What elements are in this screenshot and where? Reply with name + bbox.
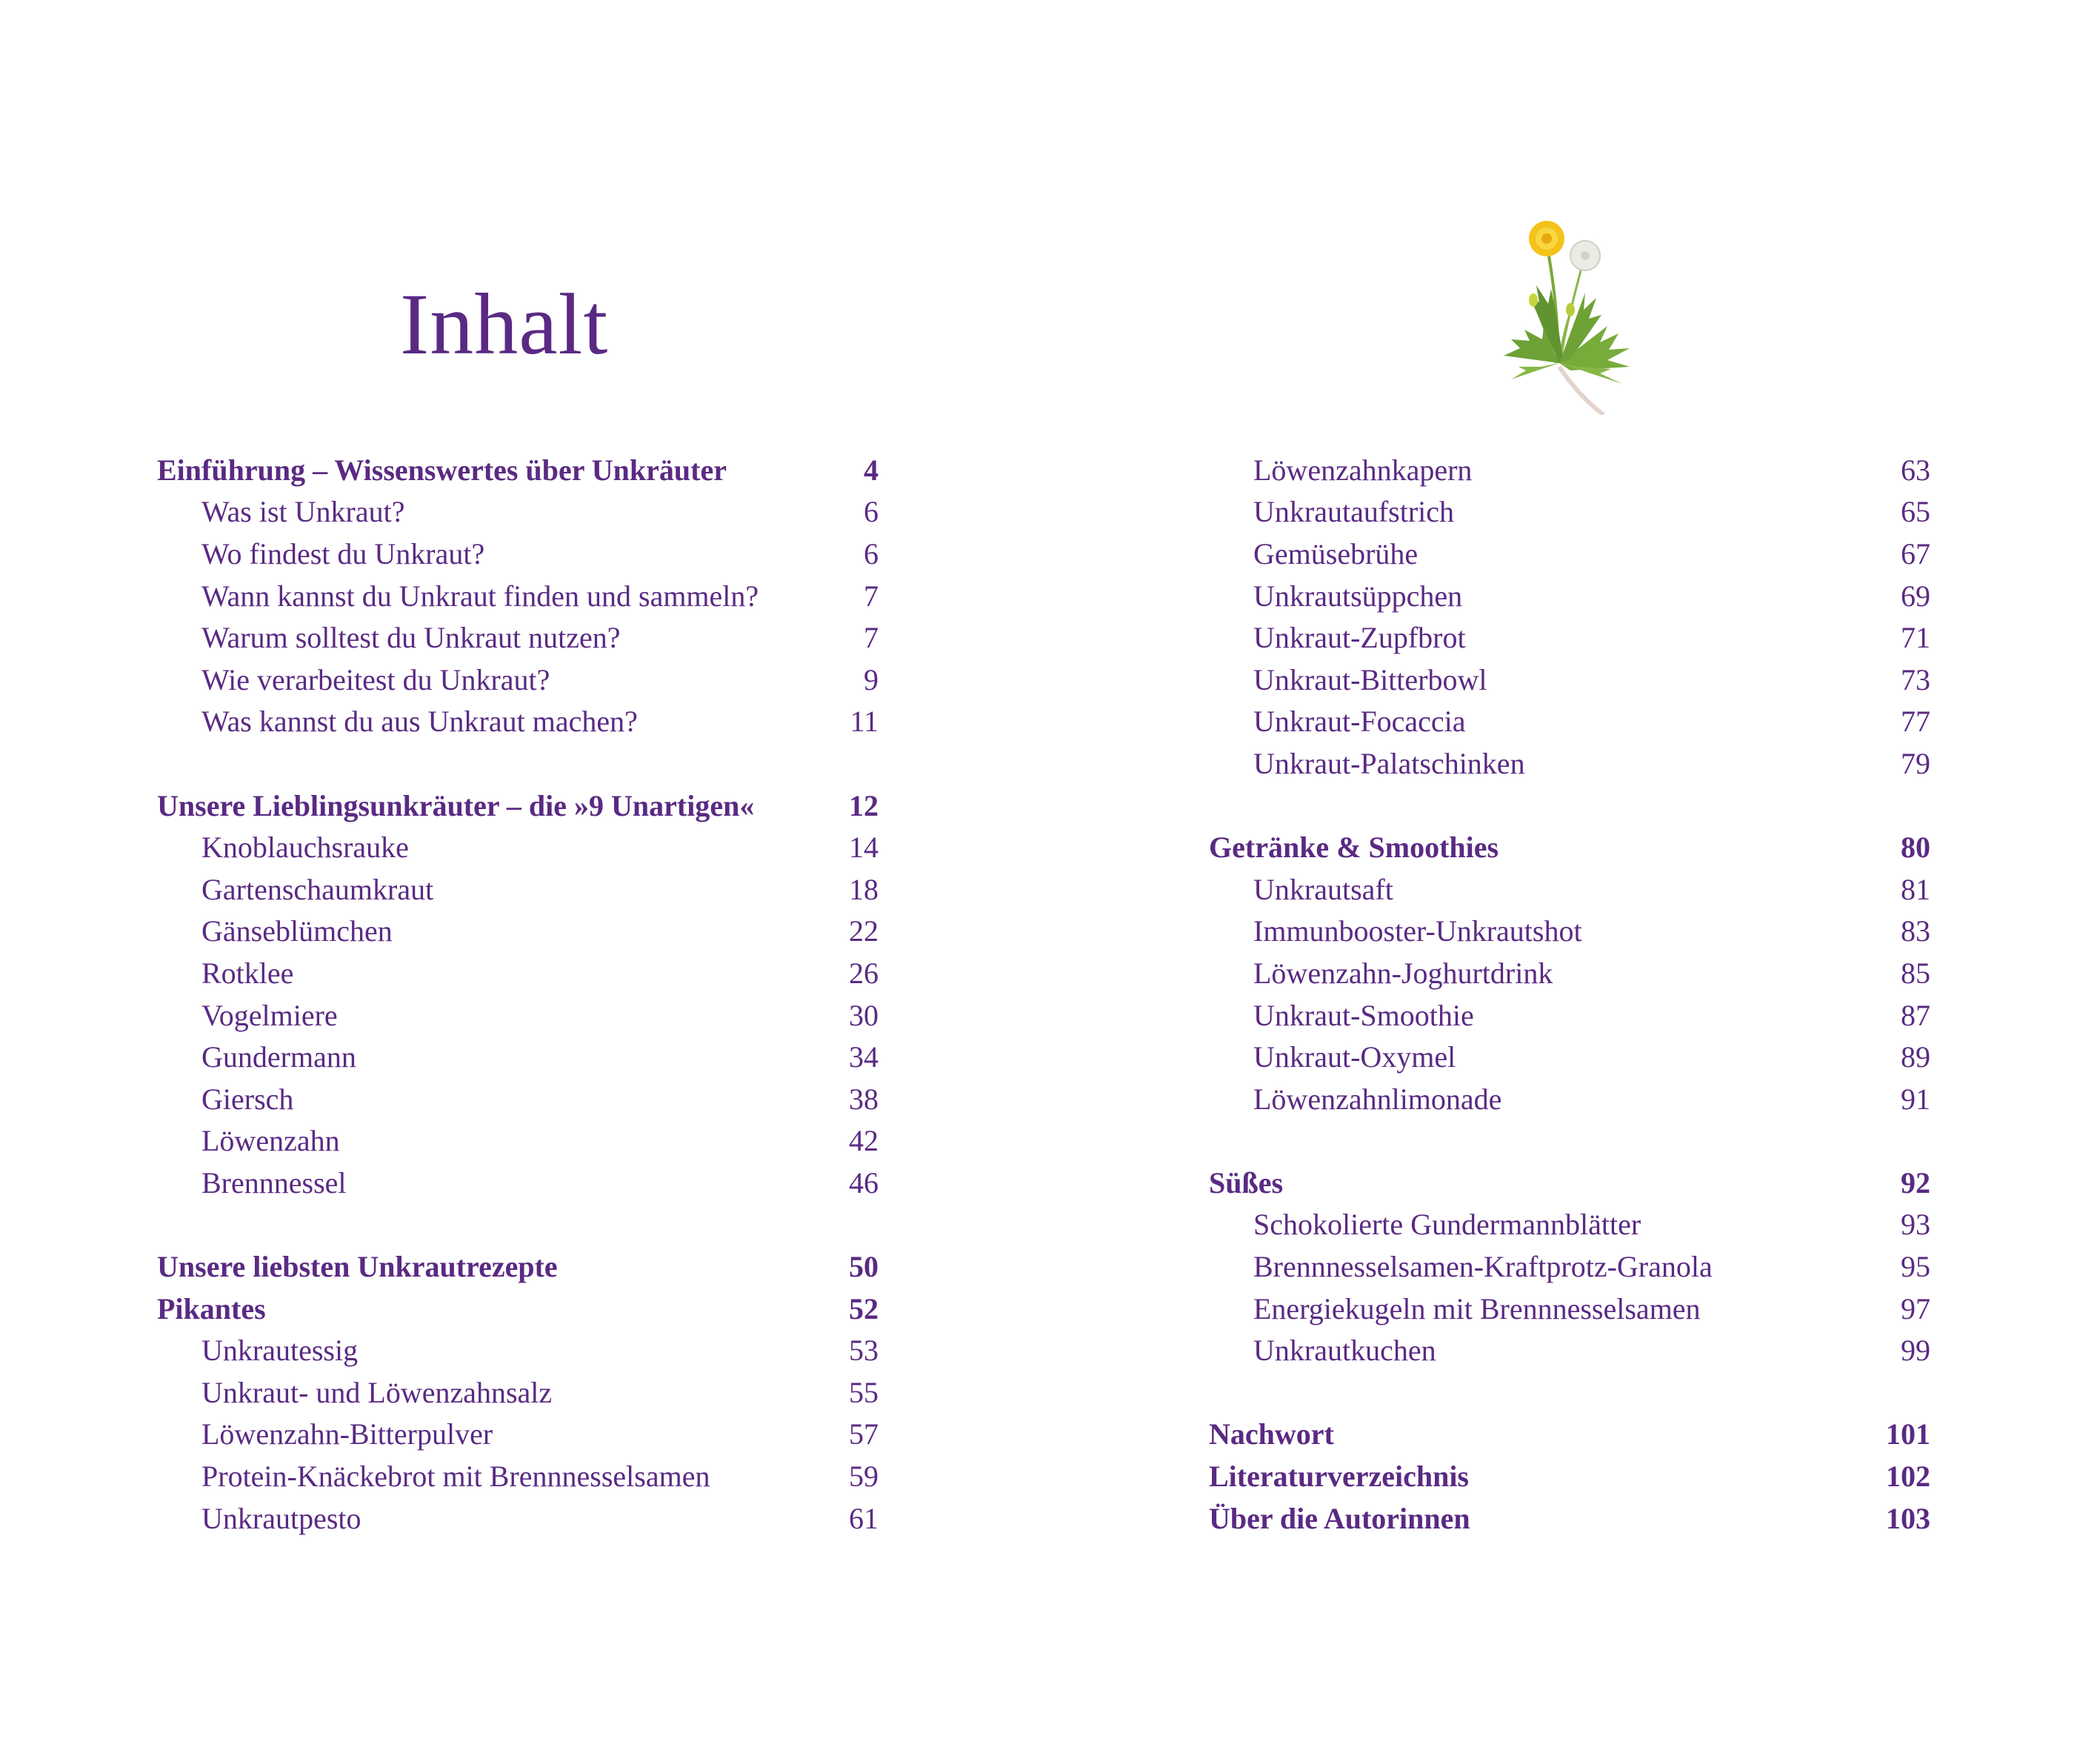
toc-entry[interactable] <box>1209 1288 1930 1330</box>
toc-entry-page-number: 7 <box>864 579 879 613</box>
toc-entry-page-number: 46 <box>849 1165 879 1200</box>
dandelion-flower-illustration <box>1489 215 1667 415</box>
toc-entry[interactable] <box>1209 742 1930 785</box>
toc-entry[interactable] <box>1209 533 1930 575</box>
toc-entry-page-number: 59 <box>849 1460 879 1494</box>
toc-entry-title: Vogelmiere <box>201 998 338 1032</box>
toc-entry-title: Über die Autorinnen <box>1209 1501 1470 1535</box>
section-spacer <box>1209 1371 1930 1414</box>
toc-entry[interactable] <box>1209 491 1930 533</box>
toc-entry-title: Löwenzahnlimonade <box>1253 1082 1502 1116</box>
toc-entry-page-number: 61 <box>849 1501 879 1535</box>
toc-entry-title: Brennnesselsamen-Kraftprotz-Granola <box>1253 1250 1713 1284</box>
toc-entry-title: Getränke & Smoothies <box>1209 831 1499 865</box>
toc-entry[interactable] <box>157 1162 879 1204</box>
toc-entry-title: Schokolierte Gundermannblätter <box>1253 1208 1641 1242</box>
toc-entry-page-number: 85 <box>1901 956 1930 990</box>
toc-entry-title: Warum solltest du Unkraut nutzen? <box>201 621 621 655</box>
toc-chapter-entry[interactable] <box>157 1245 879 1288</box>
toc-entry-title: Unkrautessig <box>201 1334 359 1368</box>
toc-entry-page-number: 73 <box>1901 662 1930 696</box>
section-spacer <box>157 1204 879 1246</box>
toc-entry[interactable] <box>1209 701 1930 743</box>
toc-entry-page-number: 42 <box>849 1124 879 1158</box>
toc-entry-title: Brennnessel <box>201 1165 347 1200</box>
toc-entry-page-number: 30 <box>849 998 879 1032</box>
toc-entry[interactable] <box>1209 1245 1930 1288</box>
toc-entry[interactable] <box>157 533 879 575</box>
toc-entry-title: Was ist Unkraut? <box>201 495 405 529</box>
toc-entry[interactable] <box>1209 659 1930 701</box>
toc-entry-title: Unkrautsaft <box>1253 872 1393 906</box>
toc-entry[interactable] <box>157 575 879 617</box>
toc-entry-title: Unkraut-Oxymel <box>1253 1040 1456 1074</box>
toc-entry-page-number: 95 <box>1901 1250 1930 1284</box>
toc-entry-page-number: 81 <box>1901 872 1930 906</box>
toc-entry-title: Wie verarbeitest du Unkraut? <box>201 662 550 696</box>
section-spacer <box>1209 1120 1930 1162</box>
toc-entry[interactable] <box>1209 868 1930 911</box>
toc-entry-page-number: 12 <box>849 788 879 822</box>
toc-entry-page-number: 92 <box>1901 1165 1930 1200</box>
section-spacer <box>1209 785 1930 827</box>
toc-entry[interactable] <box>1209 994 1930 1037</box>
toc-chapter-entry[interactable] <box>1209 1414 1930 1456</box>
toc-entry-title: Unkrautpesto <box>201 1501 361 1535</box>
toc-entry-title: Gartenschaumkraut <box>201 872 434 906</box>
toc-entry-title: Unkraut-Zupfbrot <box>1253 621 1466 655</box>
toc-entry-page-number: 57 <box>849 1417 879 1451</box>
toc-entry-title: Rotklee <box>201 956 294 990</box>
toc-entry-page-number: 53 <box>849 1334 879 1368</box>
toc-chapter-entry[interactable] <box>1209 826 1930 868</box>
toc-entry-page-number: 99 <box>1901 1334 1930 1368</box>
toc-entry-title: Unkraut-Palatschinken <box>1253 746 1525 780</box>
toc-entry[interactable] <box>1209 1204 1930 1246</box>
toc-entry-page-number: 87 <box>1901 998 1930 1032</box>
toc-entry[interactable] <box>157 911 879 953</box>
toc-entry[interactable] <box>157 1329 879 1371</box>
toc-entry-title: Löwenzahn-Joghurtdrink <box>1253 956 1553 990</box>
toc-entry[interactable] <box>157 1497 879 1540</box>
toc-entry-title: Löwenzahnkapern <box>1253 453 1473 487</box>
toc-entry-page-number: 103 <box>1886 1501 1930 1535</box>
toc-entry-page-number: 52 <box>849 1291 879 1325</box>
toc-entry[interactable] <box>1209 952 1930 994</box>
toc-entry-title: Unkrautaufstrich <box>1253 495 1455 529</box>
toc-entry-page-number: 102 <box>1886 1460 1930 1494</box>
toc-entry-page-number: 7 <box>864 621 879 655</box>
toc-entry-page-number: 4 <box>864 453 879 487</box>
toc-entry-title: Energiekugeln mit Brennnesselsamen <box>1253 1291 1701 1325</box>
toc-entry-title: Einführung – Wissenswertes über Unkräuter <box>157 453 727 487</box>
toc-entry-page-number: 71 <box>1901 621 1930 655</box>
toc-entry-page-number: 80 <box>1901 831 1930 865</box>
toc-entry-page-number: 79 <box>1901 746 1930 780</box>
toc-entry-title: Löwenzahn-Bitterpulver <box>201 1417 493 1451</box>
toc-entry-title: Wo findest du Unkraut? <box>201 536 485 570</box>
toc-entry[interactable] <box>1209 616 1930 659</box>
toc-entry[interactable] <box>157 826 879 868</box>
toc-entry-page-number: 22 <box>849 914 879 948</box>
toc-entry-page-number: 101 <box>1886 1417 1930 1451</box>
toc-entry-page-number: 65 <box>1901 495 1930 529</box>
toc-entry[interactable] <box>1209 1036 1930 1078</box>
toc-entry-page-number: 67 <box>1901 536 1930 570</box>
toc-entry[interactable] <box>157 1371 879 1414</box>
toc-entry-title: Unkraut- und Löwenzahnsalz <box>201 1375 553 1409</box>
toc-chapter-entry[interactable] <box>157 449 879 491</box>
section-spacer <box>157 742 879 785</box>
toc-chapter-entry[interactable] <box>1209 1455 1930 1497</box>
toc-entry-page-number: 50 <box>849 1250 879 1284</box>
toc-entry-title: Literaturverzeichnis <box>1209 1460 1469 1494</box>
toc-entry-page-number: 97 <box>1901 1291 1930 1325</box>
toc-entry-page-number: 63 <box>1901 453 1930 487</box>
toc-entry[interactable] <box>1209 449 1930 491</box>
toc-entry[interactable] <box>157 616 879 659</box>
page-title: Inhalt <box>400 276 609 373</box>
toc-entry-title: Unkraut-Focaccia <box>1253 705 1466 739</box>
toc-entry-title: Wann kannst du Unkraut finden und sammeln? <box>201 579 759 613</box>
toc-entry-title: Gänseblümchen <box>201 914 393 948</box>
toc-entry[interactable] <box>157 1036 879 1078</box>
toc-entry[interactable] <box>157 994 879 1037</box>
toc-entry[interactable] <box>157 701 879 743</box>
toc-entry-title: Süßes <box>1209 1165 1284 1200</box>
toc-chapter-entry[interactable] <box>1209 1497 1930 1540</box>
toc-right-column <box>1209 449 1930 1539</box>
toc-entry[interactable] <box>1209 911 1930 953</box>
toc-entry-title: Pikantes <box>157 1291 266 1325</box>
toc-entry[interactable] <box>1209 575 1930 617</box>
toc-entry-page-number: 11 <box>850 705 879 739</box>
toc-entry[interactable] <box>157 1078 879 1120</box>
toc-left-column <box>157 449 879 1539</box>
toc-entry-title: Nachwort <box>1209 1417 1334 1451</box>
toc-entry[interactable] <box>157 952 879 994</box>
toc-chapter-entry[interactable] <box>157 1288 879 1330</box>
toc-entry-page-number: 14 <box>849 831 879 865</box>
toc-entry[interactable] <box>157 491 879 533</box>
toc-entry-page-number: 6 <box>864 495 879 529</box>
toc-entry[interactable] <box>157 1455 879 1497</box>
toc-entry-page-number: 93 <box>1901 1208 1930 1242</box>
toc-entry-title: Unkraut-Smoothie <box>1253 998 1474 1032</box>
toc-entry-page-number: 9 <box>864 662 879 696</box>
toc-entry-page-number: 6 <box>864 536 879 570</box>
toc-entry-page-number: 34 <box>849 1040 879 1074</box>
toc-entry-page-number: 38 <box>849 1082 879 1116</box>
toc-entry[interactable] <box>157 1414 879 1456</box>
toc-entry-title: Gundermann <box>201 1040 356 1074</box>
toc-entry-page-number: 26 <box>849 956 879 990</box>
toc-chapter-entry[interactable] <box>157 785 879 827</box>
toc-chapter-entry[interactable] <box>1209 1162 1930 1204</box>
toc-entry-title: Gemüsebrühe <box>1253 536 1419 570</box>
toc-entry[interactable] <box>157 868 879 911</box>
toc-entry-title: Was kannst du aus Unkraut machen? <box>201 705 638 739</box>
toc-entry-page-number: 91 <box>1901 1082 1930 1116</box>
toc-entry[interactable] <box>157 1120 879 1162</box>
toc-entry-title: Unsere Lieblingsunkräuter – die »9 Unartigen« <box>157 788 755 822</box>
toc-entry[interactable] <box>1209 1078 1930 1120</box>
toc-entry-title: Giersch <box>201 1082 294 1116</box>
toc-entry-title: Löwenzahn <box>201 1124 340 1158</box>
toc-entry-title: Knoblauchsrauke <box>201 831 409 865</box>
toc-entry-page-number: 83 <box>1901 914 1930 948</box>
toc-entry-title: Unkrautsüppchen <box>1253 579 1463 613</box>
toc-entry-page-number: 69 <box>1901 579 1930 613</box>
toc-entry[interactable] <box>1209 1329 1930 1371</box>
toc-entry-title: Unkraut-Bitterbowl <box>1253 662 1487 696</box>
toc-entry[interactable] <box>157 659 879 701</box>
toc-entry-title: Protein-Knäckebrot mit Brennnesselsamen <box>201 1460 710 1494</box>
toc-entry-title: Unsere liebsten Unkrautrezepte <box>157 1250 558 1284</box>
toc-entry-page-number: 77 <box>1901 705 1930 739</box>
toc-entry-page-number: 18 <box>849 872 879 906</box>
toc-entry-title: Unkrautkuchen <box>1253 1334 1436 1368</box>
toc-entry-title: Immunbooster-Unkrautshot <box>1253 914 1582 948</box>
toc-entry-page-number: 89 <box>1901 1040 1930 1074</box>
toc-entry-page-number: 55 <box>849 1375 879 1409</box>
